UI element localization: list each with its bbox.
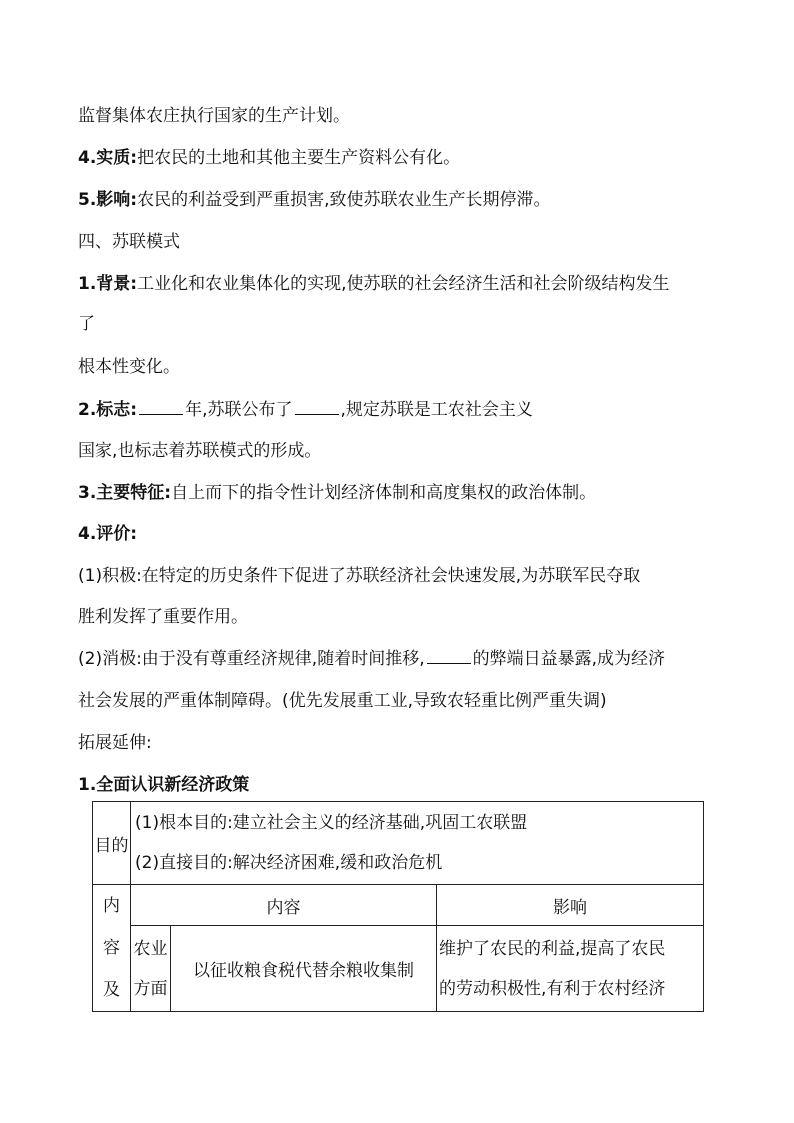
header-impact: 影响 [437,885,704,926]
purpose-label-cell: 目的 [93,802,131,885]
agri-label-cell [131,926,171,1012]
negative-text-2: 的弊端日益暴露,成为经济 [472,649,666,669]
negative-text-1: (2)消极:由于没有尊重经济规律,随着时间推移, [78,649,425,669]
text-line-negative-cont: 社会发展的严重体制障碍。(优先发展重工业,导致农轻重比例严重失调) [78,691,607,711]
section-title-soviet-model: 四、苏联模式 [78,232,180,252]
heading-nep: 1.全面认识新经济政策 [78,775,250,795]
agri-impact-1: 维护了农民的利益,提高了农民 [439,938,666,959]
heading-features: 3.主要特征: [78,483,172,503]
text-line-features [78,481,596,505]
purpose-direct: (2)直接目的:解决经济困难,缓和政治危机 [135,853,443,873]
content-label-char-3: 及 [103,980,120,1000]
agri-content-cell: 以征收粮食税代替余粮收集制 [171,926,437,1012]
text-line-negative [78,647,665,671]
content-label-char-2: 容 [103,938,120,958]
heading-sign: 2.标志: [78,400,138,420]
essence-body: 把农民的土地和其他主要生产资料公有化。 [137,148,461,168]
fill-blank-year[interactable] [139,398,183,415]
heading-background: 1.背景: [78,274,138,294]
text-line-1: 监督集体农庄执行国家的生产计划。 [78,106,350,126]
impact-body: 农民的利益受到严重损害,致使苏联农业生产长期停滞。 [137,190,551,210]
content-label-char-1: 内 [103,896,120,916]
content-label-cell [93,885,131,1012]
fill-blank-drawback[interactable] [427,647,471,664]
sign-text-2: ,规定苏联是工农社会主义 [340,400,533,420]
fill-blank-constitution[interactable] [295,398,339,415]
text-line-positive: (1)积极:在特定的历史条件下促进了苏联经济社会快速发展,为苏联军民夺取 [78,566,641,586]
purpose-cell [131,802,704,885]
heading-essence: 4.实质: [78,148,138,168]
agri-label-1: 农业 [133,938,168,959]
heading-impact: 5.影响: [78,190,138,210]
text-line-sign-cont: 国家,也标志着苏联模式的形成。 [78,441,322,461]
text-line-wrap: 了 [78,314,95,334]
features-body: 自上而下的指令性计划经济体制和高度集权的政治体制。 [171,483,597,503]
header-content: 内容 [131,885,437,926]
text-line-extension: 拓展延伸: [78,733,152,753]
agri-impact-2: 的劳动积极性,有利于农村经济 [439,978,666,999]
background-body: 工业化和农业集体化的实现,使苏联的社会经济生活和社会阶级结构发生 [137,274,670,294]
sign-text-1: 年,苏联公布了 [185,400,293,420]
text-line-positive-cont: 胜利发挥了重要作用。 [78,607,248,627]
text-line-change: 根本性变化。 [78,357,180,377]
heading-evaluation: 4.评价: [78,524,138,544]
nep-table [92,801,704,1012]
text-line-sign [78,398,533,422]
text-line-essence [78,146,460,170]
agri-impact-cell [437,926,704,1012]
text-line-background [78,272,670,296]
text-line-impact [78,188,551,212]
purpose-fundamental: (1)根本目的:建立社会主义的经济基础,巩固工农联盟 [135,813,528,833]
agri-label-2: 方面 [133,978,168,999]
